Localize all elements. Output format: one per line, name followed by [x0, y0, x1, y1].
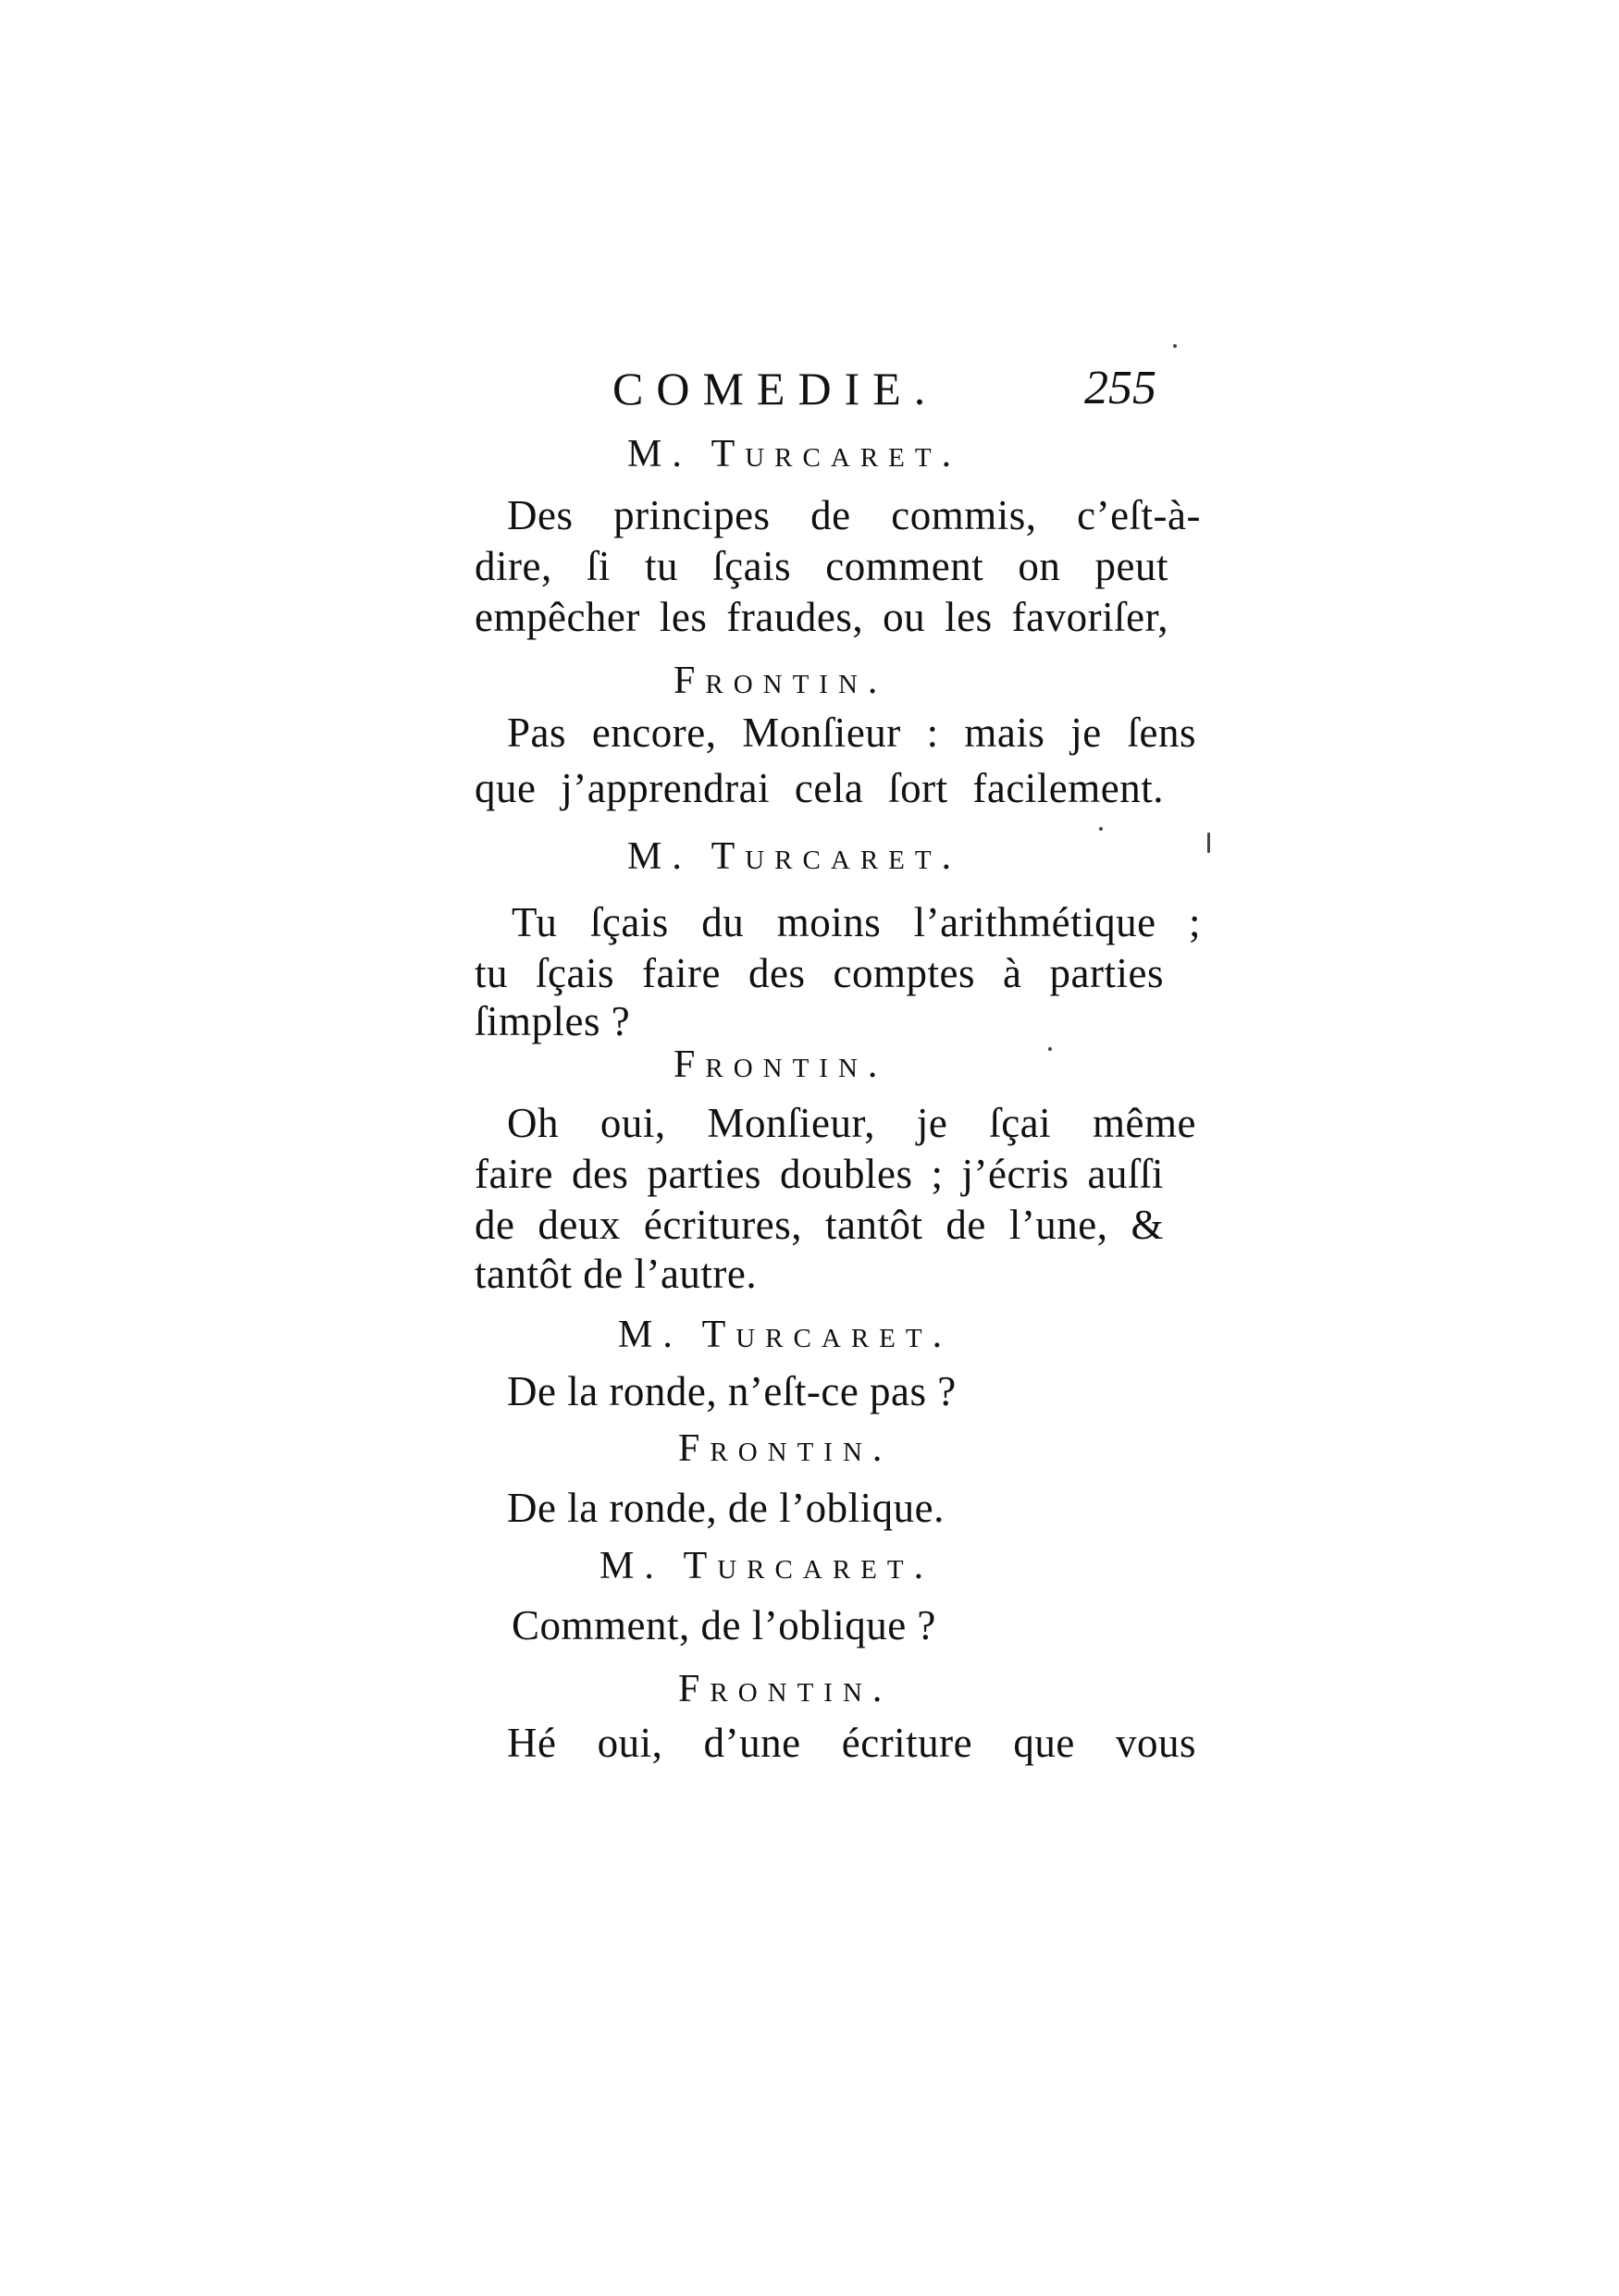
speech-line: Comment, de l’oblique ? — [512, 1602, 936, 1648]
speech-line: Tu ſçais du moins l’arithmétique ; — [512, 899, 1201, 945]
speech-line: tu ſçais faire des comptes à parties — [475, 950, 1164, 996]
speaker-name: Frontin. — [678, 1668, 893, 1710]
speech-line: dire, ſi tu ſçais comment on peut — [475, 543, 1168, 589]
speaker-name: M. Turcaret. — [599, 1545, 934, 1587]
speaker-name: M. Turcaret. — [627, 433, 962, 475]
speech-line: Oh oui, Monſieur, je ſçai même — [507, 1100, 1196, 1146]
page-number: 255 — [1084, 362, 1156, 414]
ink-speck — [1173, 344, 1177, 348]
speech-line: ſimples ? — [475, 998, 631, 1044]
speech-line: Des principes de commis, c’eſt-à- — [507, 492, 1201, 538]
speech-line: de deux écritures, tantôt de l’une, & — [475, 1202, 1164, 1248]
speech-line: faire des parties doubles ; j’écris auſſi — [475, 1151, 1164, 1197]
speech-line: que j’apprendrai cela ſort facilement. — [475, 765, 1164, 811]
running-title: COMEDIE. — [612, 363, 939, 414]
speaker-name: Frontin. — [678, 1427, 893, 1470]
running-head — [601, 356, 1156, 421]
speaker-name: Frontin. — [674, 1043, 888, 1086]
ink-speck — [1048, 1047, 1052, 1051]
ink-speck — [1099, 827, 1103, 831]
speech-line: Pas encore, Monſieur : mais je ſens — [507, 710, 1196, 756]
speaker-name: M. Turcaret. — [618, 1314, 953, 1356]
speech-line: De la ronde, n’eſt-ce pas ? — [507, 1368, 957, 1414]
speaker-name: Frontin. — [674, 660, 888, 702]
speech-line: empêcher les fraudes, ou les favoriſer, — [475, 594, 1168, 640]
speech-line: tantôt de l’autre. — [475, 1251, 758, 1297]
speaker-name: M. Turcaret. — [627, 835, 962, 878]
ink-speck — [1207, 833, 1210, 853]
speech-line: De la ronde, de l’oblique. — [507, 1485, 945, 1531]
speech-line: Hé oui, d’une écriture que vous — [507, 1720, 1196, 1766]
